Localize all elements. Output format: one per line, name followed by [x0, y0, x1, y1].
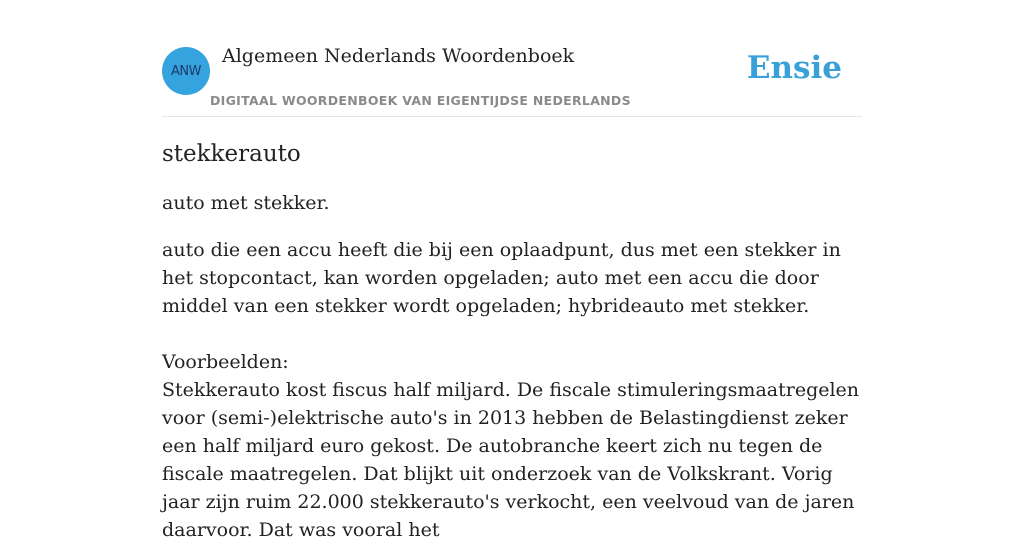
short-definition: auto met stekker. — [162, 192, 330, 214]
ensie-brand-link[interactable]: Ensie — [746, 50, 842, 86]
site-subtitle: DIGITAAL WOORDENBOEK VAN EIGENTIJDSE NEDERLANDS — [210, 93, 631, 108]
example-text: Stekkerauto kost fiscus half miljard. De fiscale stimuleringsmaatregelen voor (semi-)elektrische auto's in 2013 hebben de Belastingdienst zeker een half miljard euro gekost. De autobranche keert zich nu tegen de fiscale maatregelen. Dat blijkt uit onderzoek van de Volkskrant. Vorig jaar zijn ruim 22.000 stekkerauto's verkocht, een veelvoud van de jaren daarvoor. Dat was vooral het — [162, 379, 860, 541]
logo-text: ANW — [171, 63, 201, 79]
definition-block — [162, 236, 862, 544]
entry-content — [162, 138, 862, 544]
entry-headword: stekkerauto — [162, 141, 301, 167]
site-title[interactable]: Algemeen Nederlands Woordenboek — [222, 45, 575, 67]
examples-label: Voorbeelden: — [162, 351, 289, 373]
anw-logo[interactable] — [162, 47, 210, 95]
spacer — [162, 320, 862, 348]
site-header — [162, 0, 862, 117]
definition-text: auto die een accu heeft die bij een oplaadpunt, dus met een stekker in het stopcontact, kan worden opgeladen; auto met een accu die door middel van een stekker wordt opgeladen; hybrideauto met stekker. — [162, 239, 841, 317]
